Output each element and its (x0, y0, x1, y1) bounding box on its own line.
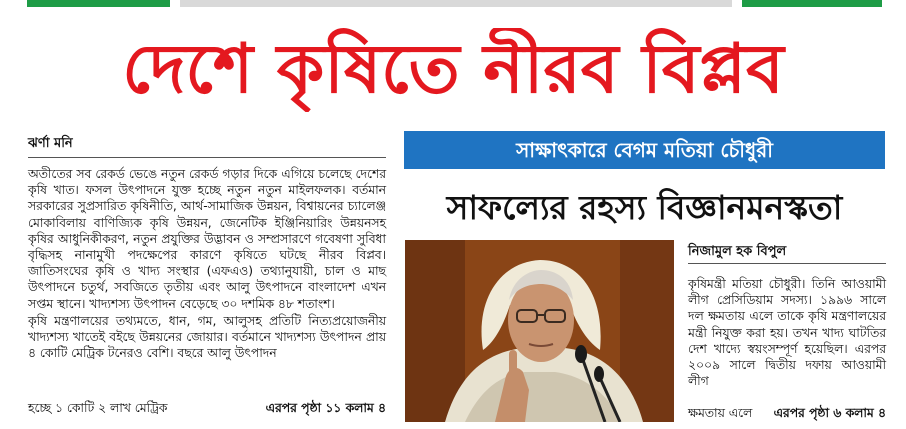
interview-byline: নিজামুল হক বিপুল (688, 244, 787, 259)
left-article-last-line: হচ্ছে ১ কোটি ২ লাখ মেট্রিক (28, 401, 168, 415)
left-article-paragraph: অতীতের সব রেকর্ড ভেঙে নতুন রেকর্ড গড়ার দিকে এগিয়ে চলেছে দেশের কৃষি খাত। ফসল উৎপাদনে যুক্ত হচ্ছে নতুন নতুন মাইলফলক। বর্তমান সরকারের সুপ্রসারিত কৃষিনীতি, আর্থ-সামাজিক উন্নয়ন, বিশ্বায়নের চ্যালেঞ্জ মোকাবিলায় বাণিজ্যিক কৃষি উন্নয়ন, জেনেটিক ইঞ্জিনিয়ারিং উন্নয়নসহ কৃষির আধুনিকীকরণ, নতুন প্রযুক্তির উদ্ভাবন ও সম্প্রসারণে গবেষণা সুবিধা বৃদ্ধিসহ নানামুখী পদক্ষেপের কারণে কৃষিতে ঘটছে নীরব বিপ্লব। জাতিসংঘের কৃষি ও খাদ্য সংস্থার (এফএও) তথ্যানুযায়ী, চাল ও মাছ উৎপাদনে চতুর্থ, সবজিতে তৃতীয় এবং আলু উৎপাদনে বাংলাদেশ এখন সপ্তম স্থানে। খাদ্যশস্য উৎপাদন বেড়েছে ৩০ দশমিক ৪৮ শতাংশ। (28, 167, 386, 311)
interview-headline: সাফল্যের রহস্য বিজ্ঞানমনস্কতা (446, 188, 843, 227)
left-article-byline: ঝর্ণা মনি (28, 136, 73, 151)
portrait-illustration (405, 240, 674, 422)
left-article-continuation[interactable]: এরপর পৃষ্ঠা ১১ কলাম ৪ (265, 401, 386, 415)
left-article-body (28, 166, 386, 361)
top-green-bar-right (742, 0, 882, 7)
left-article-footer (28, 400, 386, 418)
interview-banner: সাক্ষাৎকারে বেগম মতিয়া চৌধুরী (404, 131, 885, 169)
interview-last-line: ক্ষমতায় এলে (688, 406, 753, 420)
top-green-bar-left (27, 0, 170, 7)
main-headline: দেশে কৃষিতে নীরব বিপ্লব (122, 30, 784, 109)
interview-continuation[interactable]: এরপর পৃষ্ঠা ৬ কলাম ৪ (773, 406, 886, 420)
interview-body: কৃষিমন্ত্রী মতিয়া চৌধুরী। তিনি আওয়ামী লীগ প্রেসিডিয়াম সদস্য। ১৯৯৬ সালে দল ক্ষমতায় এলে তাকে কৃষি মন্ত্রণালয়ের মন্ত্রী নিযুক্ত করা হয়। তখন খাদ্য ঘাটতির দেশ খাদ্যে স্বয়ংসম্পূর্ণ হয়েছিল। এরপর ২০০৯ সালে দ্বিতীয় দফায় আওয়ামী লীগ (688, 277, 886, 389)
interview-footer (688, 405, 886, 423)
minister-photo (405, 240, 674, 422)
byline-divider-right (688, 263, 886, 264)
byline-divider-left (28, 157, 386, 158)
top-grey-bar (180, 0, 732, 7)
masthead-strip (0, 0, 906, 9)
left-article-paragraph: কৃষি মন্ত্রণালয়ের তথ্যমতে, ধান, গম, আলুসহ প্রতিটি নিত্যপ্রয়োজনীয় খাদ্যশস্য খাতেই বইছে উন্নয়নের জোয়ার। বর্তমানে খাদ্যশস্য উৎপাদন প্রায় ৪ কোটি মেট্রিক টনেরও বেশি। বছরে আলু উৎপাদন (28, 313, 386, 361)
